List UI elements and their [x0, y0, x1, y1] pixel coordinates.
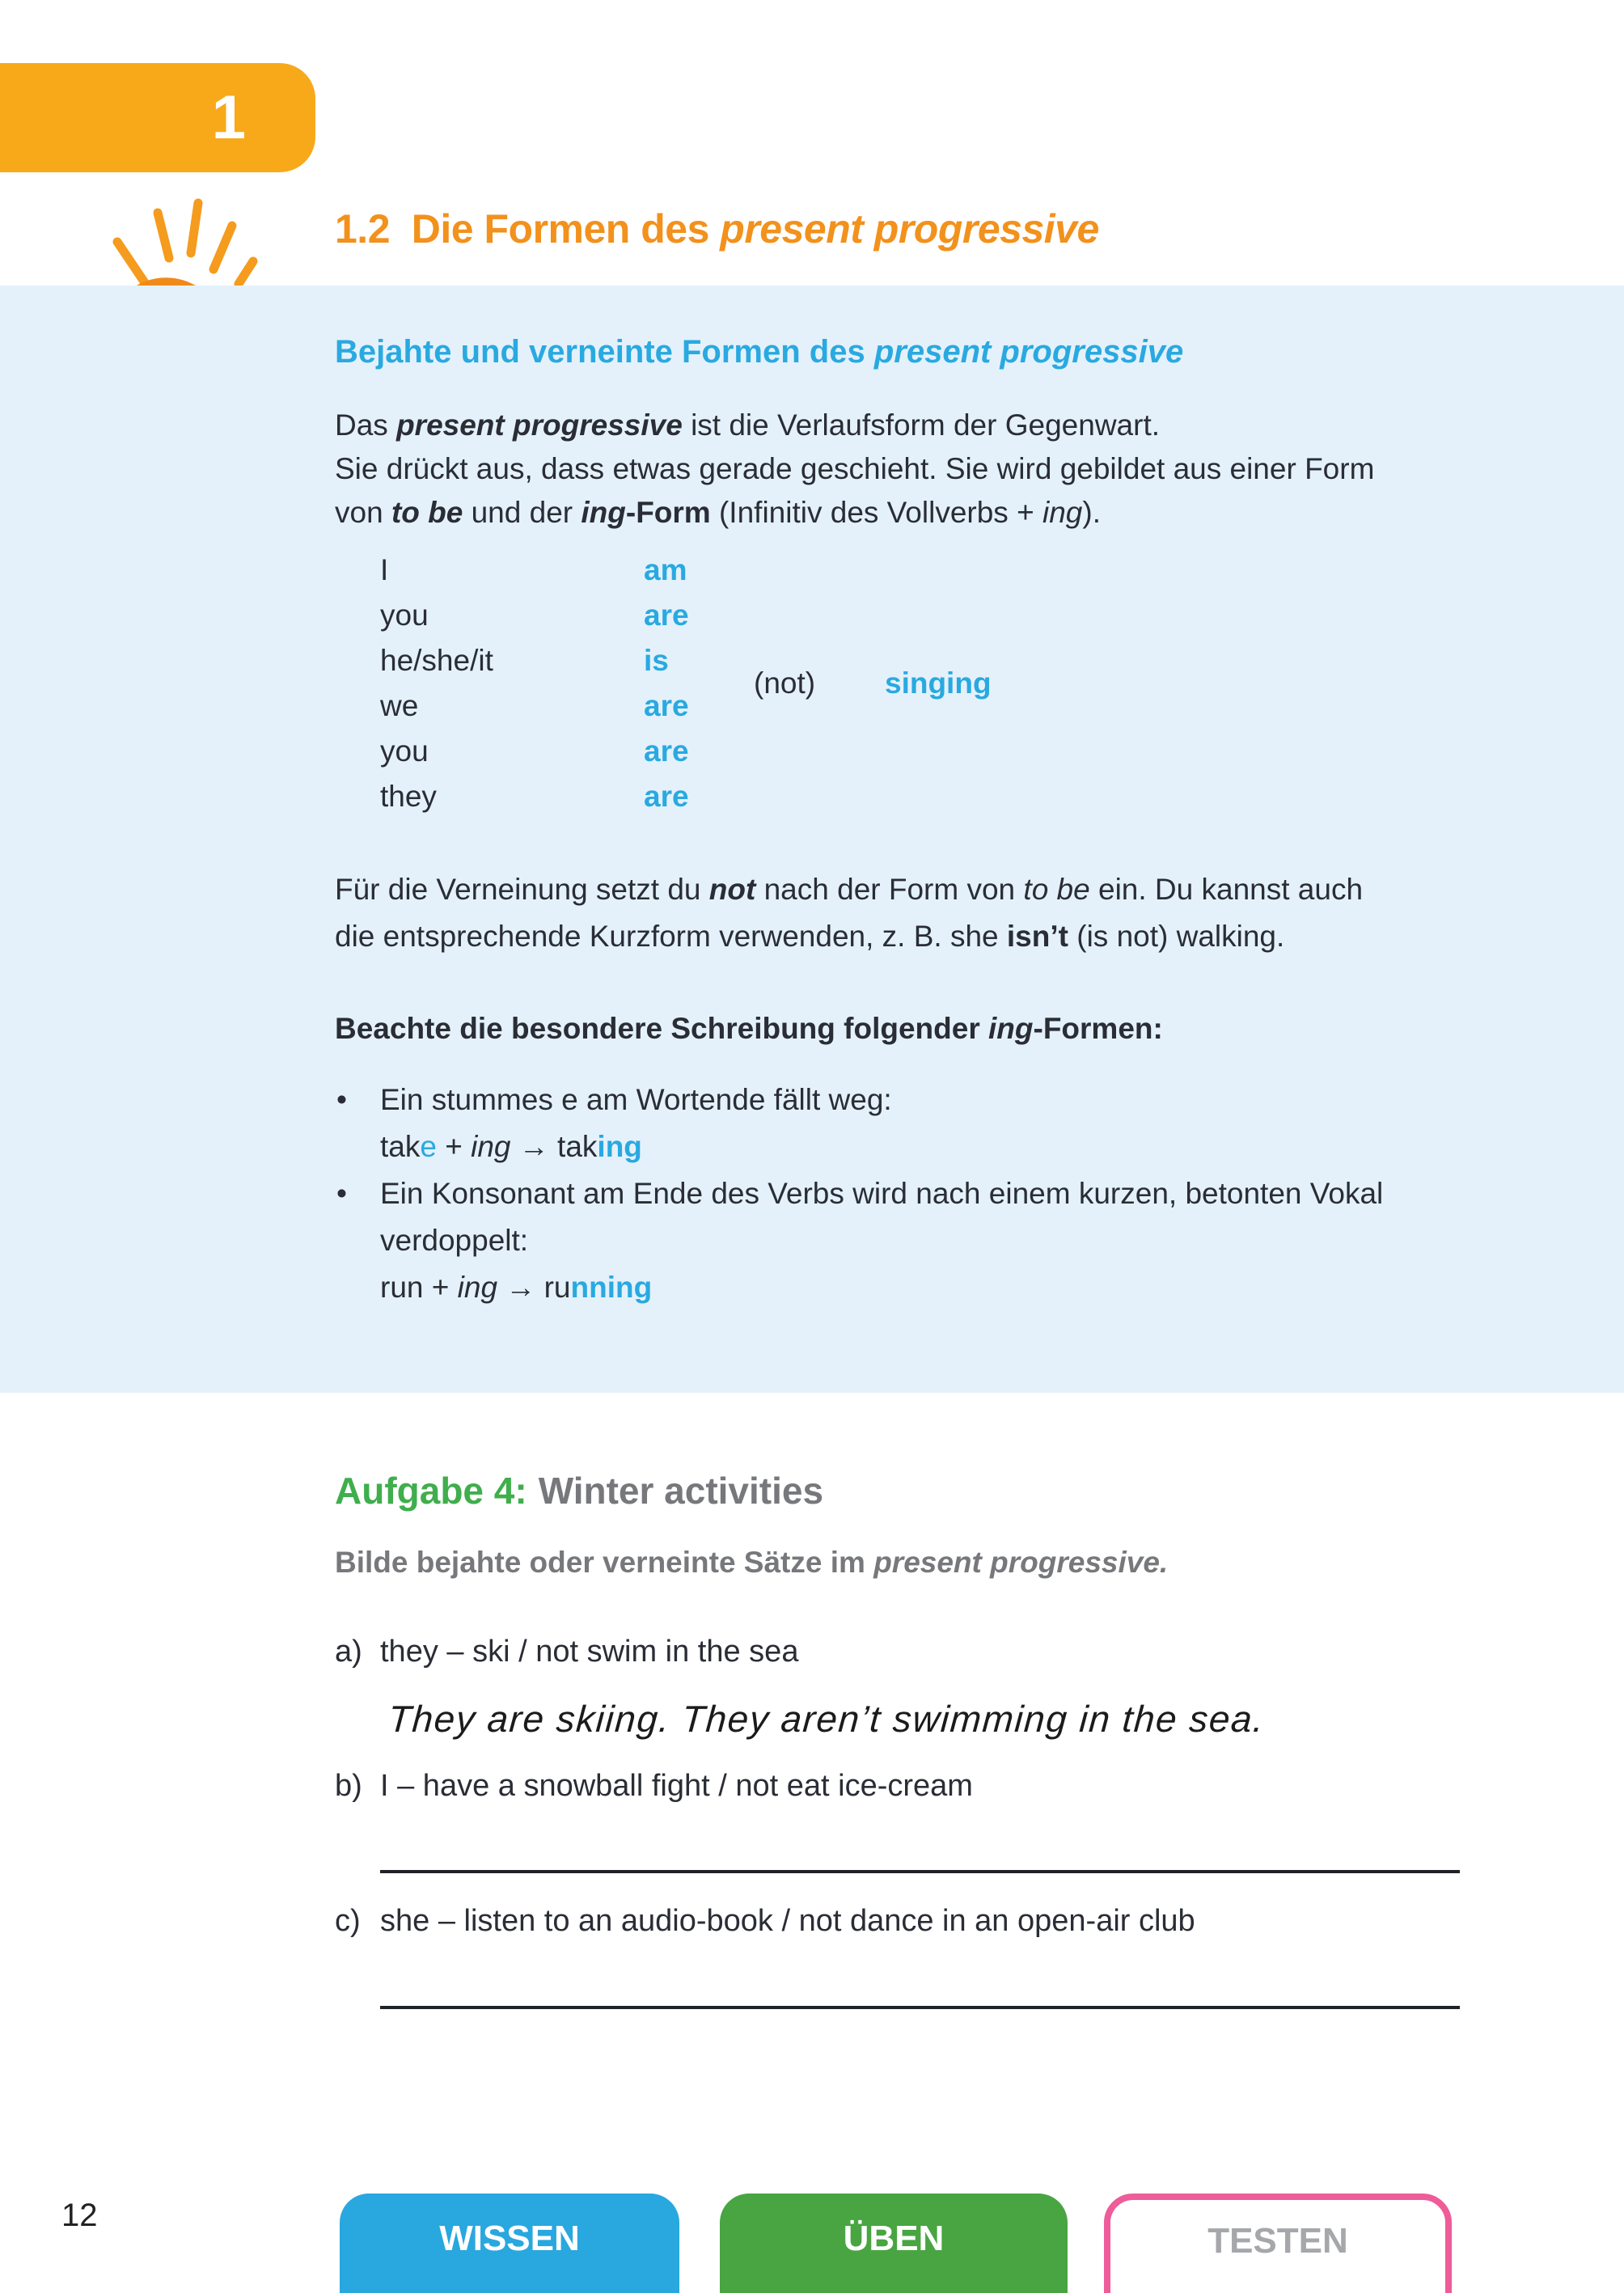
intro-line: von to be und der ing-Form (Infinitiv des Vollverbs + ing). — [335, 496, 1101, 529]
item-prompt: she – listen to an audio-book / not dance in an open-air club — [380, 1904, 1195, 1938]
verb-cell: are — [644, 780, 689, 813]
negation-note-line: die entsprechende Kurzform verwenden, z. B. she isn’t (is not) walking. — [335, 920, 1285, 953]
answer-line-b[interactable] — [380, 1870, 1460, 1873]
pronoun-cell: you — [380, 734, 429, 768]
bullet-text: Ein Konsonant am Ende des Verbs wird nach einem kurzen, betonten Vokal — [380, 1177, 1384, 1210]
exercise-item-c — [335, 1898, 1195, 1944]
exercise-item-b — [335, 1763, 973, 1809]
pronoun-cell: they — [380, 780, 437, 813]
table-row — [380, 774, 689, 819]
bullet-item — [335, 1170, 1383, 1311]
bullet-marker: • — [336, 1083, 347, 1116]
info-panel — [0, 286, 1624, 1393]
negation-note-line: Für die Verneinung setzt du not nach der Form von to be ein. Du kannst auch — [335, 873, 1364, 906]
bullet-item — [335, 1077, 1383, 1170]
task-instruction: Bilde bejahte oder verneinte Sätze im present progressive. — [335, 1546, 1169, 1579]
page-number: 12 — [61, 2198, 98, 2233]
bullet-text: Ein stummes e am Wortende fällt weg: — [380, 1083, 892, 1116]
item-prompt: they – ski / not swim in the sea — [380, 1635, 799, 1669]
intro-paragraph — [335, 404, 1374, 535]
handwritten-answer: They are skiing. They aren’t swimming in the sea. — [387, 1698, 1267, 1740]
answer-line-c[interactable] — [380, 2006, 1460, 2009]
task-label: Aufgabe 4: — [335, 1470, 527, 1512]
item-marker: c) — [335, 1904, 361, 1938]
pronoun-cell: you — [380, 599, 429, 632]
pronoun-cell: we — [380, 689, 419, 722]
table-row — [380, 729, 689, 774]
chapter-number: 1 — [211, 83, 246, 152]
verb-cell: are — [644, 599, 689, 632]
wissen-button[interactable]: WISSEN — [340, 2194, 679, 2293]
negation-label: (not) — [754, 666, 816, 700]
intro-line: Sie drückt aus, dass etwas gerade geschieht. Sie wird gebildet aus einer Form — [335, 452, 1375, 485]
section-heading: 1.2 Die Formen des present progressive — [335, 206, 1099, 252]
intro-line: Das present progressive ist die Verlaufsform der Gegenwart. — [335, 408, 1161, 442]
task-heading — [335, 1469, 823, 1512]
example-line: run + ing → running — [380, 1271, 653, 1304]
item-prompt: I – have a snowball fight / not eat ice-cream — [380, 1769, 973, 1803]
pronoun-cell: he/she/it — [380, 644, 493, 677]
bullet-marker: • — [336, 1177, 347, 1210]
table-row — [380, 548, 689, 593]
table-row — [380, 683, 689, 729]
verb-cell: are — [644, 734, 689, 768]
pronoun-cell: I — [380, 553, 389, 586]
exercise-item-a — [335, 1629, 798, 1674]
item-marker: b) — [335, 1769, 362, 1803]
chapter-tab — [0, 63, 315, 172]
panel-heading: Bejahte und verneinte Formen des present progressive — [335, 334, 1184, 370]
item-marker: a) — [335, 1635, 362, 1669]
testen-button[interactable]: TESTEN — [1104, 2194, 1452, 2293]
gerund-label: singing — [885, 666, 992, 700]
example-line: take + ing → taking — [380, 1130, 642, 1163]
ueben-button[interactable]: ÜBEN — [720, 2194, 1068, 2293]
task-title: Winter activities — [538, 1470, 824, 1512]
table-row — [380, 593, 689, 638]
verb-cell: am — [644, 553, 687, 586]
verb-cell: is — [644, 644, 669, 677]
bullet-text: verdoppelt: — [380, 1224, 529, 1257]
table-row — [380, 638, 689, 683]
conjugation-table — [380, 548, 689, 819]
bullet-list — [335, 1077, 1383, 1311]
verb-cell: are — [644, 689, 689, 722]
negation-note — [335, 866, 1363, 960]
spelling-heading: Beachte die besondere Schreibung folgender ing-Formen: — [335, 1012, 1163, 1045]
